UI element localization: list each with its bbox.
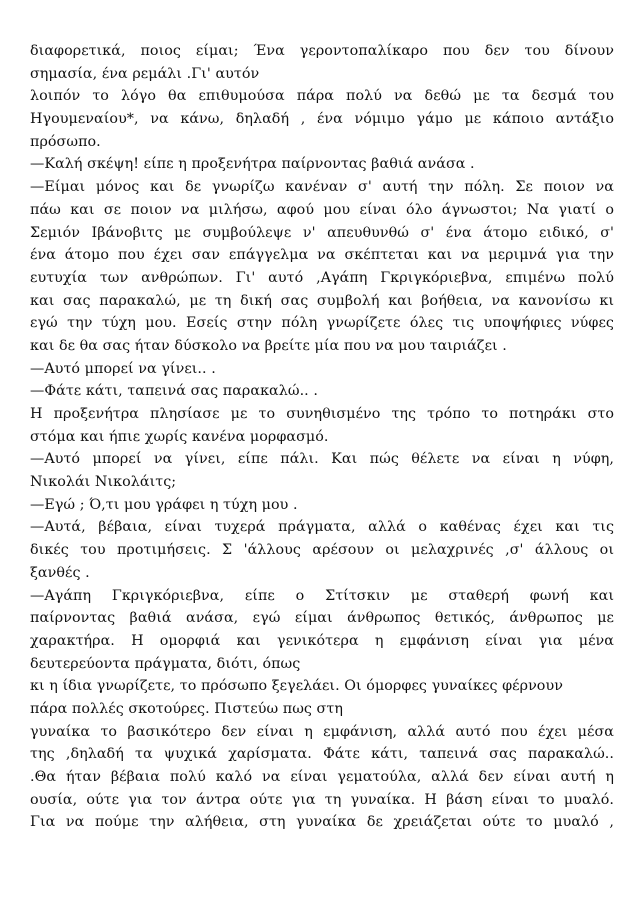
text-line: στόμα και ήπιε χωρίς κανένα μορφασμό. <box>30 428 329 445</box>
text-line: Η προξενήτρα πλησίασε με το συνηθισμένο της τρόπο το ποτηράκι στο <box>30 406 614 422</box>
text-line: ουσία, ούτε για τον άντρα ούτε για τη γυναίκα. Η βάση είναι το μυαλό. <box>30 791 614 808</box>
text-line: πάω και σε ποιον να μιλήσω, αφού μου είναι όλο άγνωστοι; Να γιατί ο <box>30 201 614 218</box>
text-line: και δε θα σας ήταν δύσκολο να βρείτε μία που να μου ταιριάζει . <box>30 337 507 354</box>
document-page <box>30 40 614 834</box>
text-line: γυναίκα το βασικότερο δεν είναι η εμφάνιση, αλλά αυτό που έχει μέσα <box>30 723 614 740</box>
text-line: χαρακτήρα. Η ομορφιά και γενικότερα η εμφάνιση είναι για μένα <box>30 632 614 649</box>
text-line: —Εγώ ; Ό,τι μου γράφει η τύχη μου . <box>30 496 298 513</box>
text-line: —Αυτό μπορεί να γίνει.. . <box>30 360 216 377</box>
text-line: Ηγουμεναίου*, να κάνω, δηλαδή , ένα νόμιμο γάμο με κάποιο αντάξιο <box>30 111 614 128</box>
text-line: της ,δηλαδή τα ψυχικά χαρίσματα. Φάτε κάτι, ταπεινά σας παρακαλώ.. <box>30 746 614 763</box>
text-line: —Φάτε κάτι, ταπεινά σας παρακαλώ.. . <box>30 383 318 400</box>
text-line: λοιπόν το λόγο θα επιθυμούσα πάρα πολύ να δεθώ με τα δεσμά του <box>30 88 614 105</box>
text-line: πάρα πολλές σκοτούρες. Πιστεύω πως στη <box>30 700 343 717</box>
text-line: δικές του προτιμήσεις. Σ 'άλλους αρέσουν οι μελαχρινές ,σ' άλλους οι <box>30 542 614 559</box>
text-line: Σεμιόν Ιβάνοβιτς με συμβούλεψε ν' απευθυνθώ σ' ένα άτομο ειδικό, σ' <box>30 224 614 241</box>
text-line: πρόσωπο. <box>30 133 101 150</box>
text-line: —Αυτά, βέβαια, είναι τυχερά πράγματα, αλλά ο καθένας έχει και τις <box>30 519 614 536</box>
text-line: Για να πούμε την αλήθεια, στη γυναίκα δε χρειάζεται ούτε το μυαλό , <box>30 814 614 831</box>
text-line: —Αγάπη Γκριγκόριεβνα, είπε ο Στίτσκιν με σταθερή φωνή και <box>30 587 614 604</box>
text-line: ευτυχία των ανθρώπων. Γι' αυτό ,Αγάπη Γκριγκόριεβνα, επιμένω πολύ <box>30 269 614 286</box>
text-line: διαφορετικά, ποιος είμαι; Ένα γεροντοπαλίκαρο που δεν του δίνουν <box>30 43 614 59</box>
text-line: —Αυτό μπορεί να γίνει, είπε πάλι. Και πώς θέλετε να είναι η νύφη, <box>30 451 614 468</box>
text-line: παίρνοντας βαθιά ανάσα, εγώ είμαι άνθρωπος θετικός, άνθρωπος με <box>30 610 614 627</box>
text-line: δευτερεύοντα πράγματα, διότι, όπως <box>30 655 301 672</box>
text-line: και σας παρακαλώ, με τη δική σας συμβολή και βοήθεια, να κανονίσω κι <box>30 292 614 309</box>
text-line: εγώ την τύχη μου. Εσείς στην πόλη γνωρίζετε όλες τις υποψήφιες νύφες <box>30 315 614 332</box>
text-line: .Θα ήταν βέβαια πολύ καλό να είναι γεματούλα, αλλά δεν είναι αυτή η <box>30 769 614 785</box>
text-line: Νικολάι Νικολάιτς; <box>30 474 177 491</box>
text-line: ένα άτομο που έχει σαν επάγγελμα να σκέπτεται και να μεριμνά για την <box>30 247 614 264</box>
text-line: κι η ίδια γνωρίζετε, το πρόσωπο ξεγελάει. Οι όμορφες γυναίκες φέρνουν <box>30 678 563 695</box>
text-line: —Καλή σκέψη! είπε η προξενήτρα παίρνοντας βαθιά ανάσα . <box>30 156 475 173</box>
text-line: σημασία, ένα ρεμάλι .Γι' αυτόν <box>30 65 260 82</box>
text-line: —Είμαι μόνος και δε γνωρίζω κανέναν σ' αυτή την πόλη. Σε ποιον να <box>30 179 614 196</box>
text-line: ξανθές . <box>30 564 90 581</box>
